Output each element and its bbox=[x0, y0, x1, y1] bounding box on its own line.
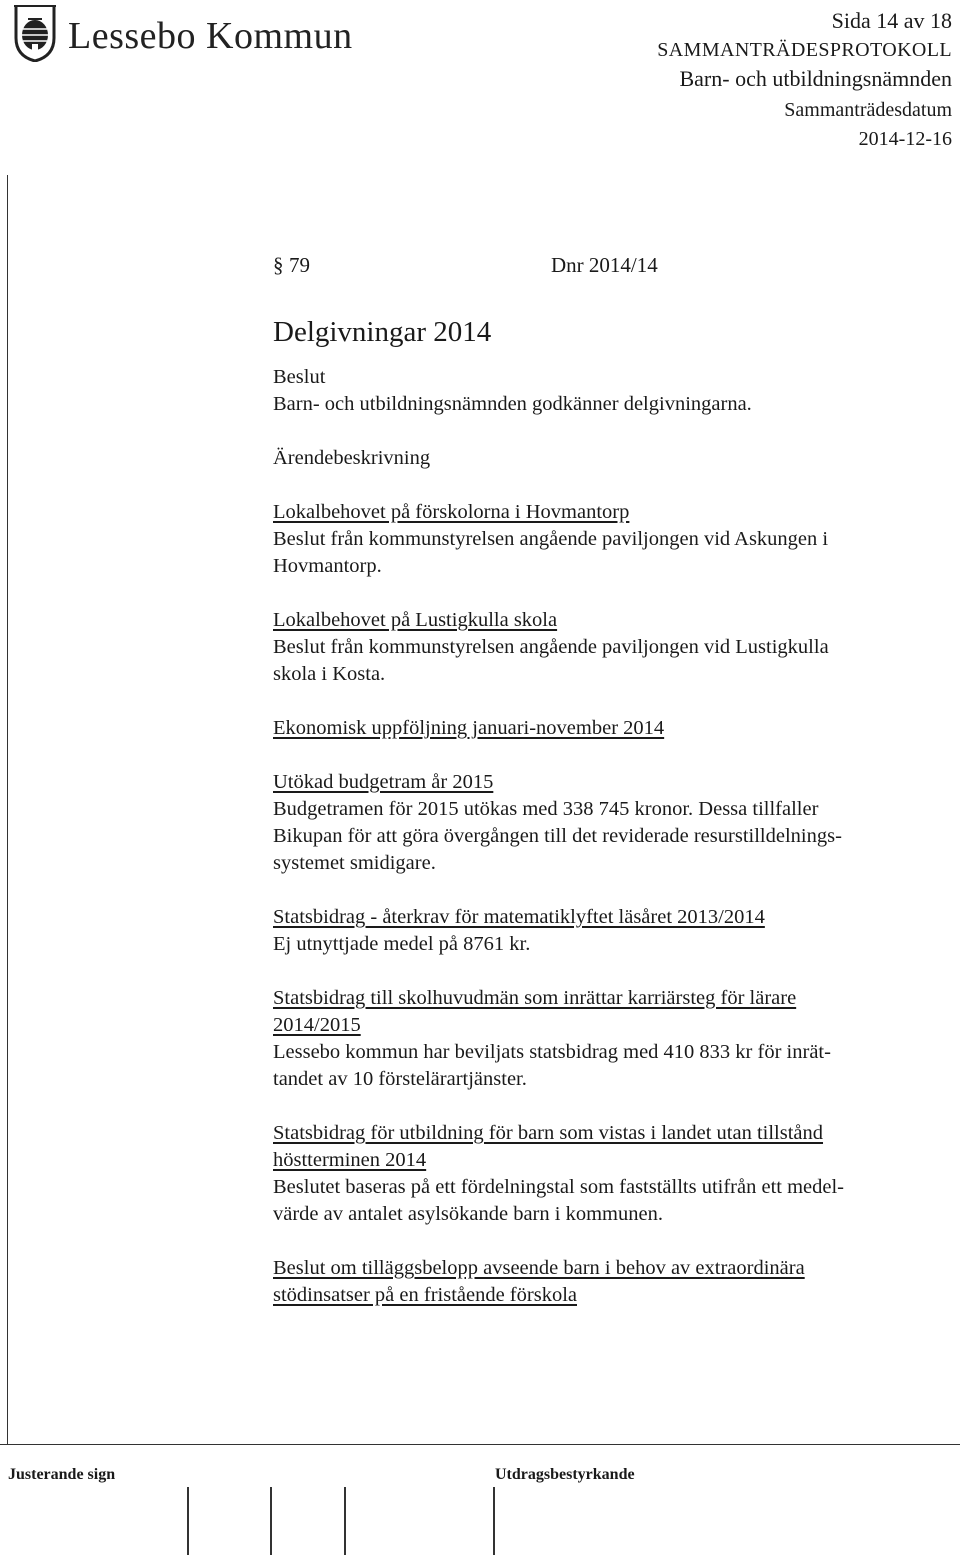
section-header bbox=[273, 252, 953, 292]
section-symbol: § bbox=[273, 253, 284, 277]
item-text: Hovmantorp. bbox=[273, 555, 382, 577]
item-heading: Lokalbehovet på förskolorna i Hovmantorp bbox=[273, 501, 630, 523]
list-item bbox=[273, 904, 953, 958]
signature-box-divider bbox=[493, 1487, 495, 1555]
list-item bbox=[273, 1120, 953, 1228]
list-item bbox=[273, 1255, 953, 1309]
item-text: Beslutet baseras på ett fördelningstal som fastställts utifrån ett medel- bbox=[273, 1176, 844, 1198]
left-margin-rule bbox=[7, 175, 8, 1445]
decision-text: Barn- och utbildningsnämnden godkänner delgivningarna. bbox=[273, 393, 752, 415]
item-text: tandet av 10 förstelärartjänster. bbox=[273, 1068, 527, 1090]
list-item bbox=[273, 607, 953, 688]
item-text: skola i Kosta. bbox=[273, 663, 386, 685]
item-heading: Ekonomisk uppföljning januari-november 2014 bbox=[273, 717, 665, 739]
logo-text: Lessebo Kommun bbox=[68, 15, 353, 57]
page-number: Sida 14 av 18 bbox=[831, 8, 952, 33]
section-number: 79 bbox=[289, 253, 310, 277]
description-label: Ärendebeskrivning bbox=[273, 447, 431, 469]
list-item bbox=[273, 499, 953, 580]
document-body bbox=[273, 252, 953, 1309]
list-item bbox=[273, 769, 953, 877]
signature-box-divider bbox=[270, 1487, 272, 1555]
item-heading: Statsbidrag för utbildning för barn som vistas i landet utan tillstånd bbox=[273, 1122, 824, 1144]
meeting-date-label: Sammanträdesdatum bbox=[784, 99, 952, 121]
item-heading: Statsbidrag - återkrav för matematiklyftet läsåret 2013/2014 bbox=[273, 906, 765, 928]
item-text: Beslut från kommunstyrelsen angående paviljongen vid Askungen i bbox=[273, 528, 829, 550]
dnr: Dnr 2014/14 bbox=[551, 253, 658, 277]
protocol-type: SAMMANTRÄDESPROTOKOLL bbox=[657, 39, 952, 61]
item-heading-cont: höstterminen 2014 bbox=[273, 1149, 427, 1171]
item-heading: Utökad budgetram år 2015 bbox=[273, 771, 494, 793]
utdrag-label: Utdragsbestyrkande bbox=[495, 1466, 635, 1483]
item-heading: Statsbidrag till skolhuvudmän som inrättar karriärsteg för lärare bbox=[273, 987, 797, 1009]
meeting-date: 2014-12-16 bbox=[858, 128, 952, 150]
list-item bbox=[273, 985, 953, 1093]
item-text: Budgetramen för 2015 utökas med 338 745 kronor. Dessa tillfaller bbox=[273, 798, 819, 820]
item-heading: Lokalbehovet på Lustigkulla skola bbox=[273, 609, 558, 631]
item-text: Ej utnyttjade medel på 8761 kr. bbox=[273, 933, 531, 955]
item-text: Beslut från kommunstyrelsen angående paviljongen vid Lustigkulla bbox=[273, 636, 829, 658]
signature-box-divider bbox=[344, 1487, 346, 1555]
item-text: värde av antalet asylsökande barn i kommunen. bbox=[273, 1203, 663, 1225]
decision-label: Beslut bbox=[273, 366, 326, 388]
item-text: Bikupan för att göra övergången till det reviderade resurstilldelnings- bbox=[273, 825, 842, 847]
item-heading: Beslut om tilläggsbelopp avseende barn i behov av extraordinära bbox=[273, 1257, 805, 1279]
item-text: systemet smidigare. bbox=[273, 852, 436, 874]
item-text: Lessebo kommun har beviljats statsbidrag med 410 833 kr för inrät- bbox=[273, 1041, 831, 1063]
signature-box-divider bbox=[187, 1487, 189, 1555]
beehive-crest-icon bbox=[8, 4, 62, 62]
section-title: Delgivningar 2014 bbox=[273, 316, 492, 348]
board-name: Barn- och utbildningsnämnden bbox=[679, 66, 952, 91]
item-heading-cont: stödinsatser på en fristående förskola bbox=[273, 1284, 577, 1306]
item-heading-cont: 2014/2015 bbox=[273, 1014, 361, 1036]
justering-label: Justerande sign bbox=[8, 1466, 116, 1483]
footer-rule bbox=[0, 1444, 960, 1445]
logo bbox=[8, 4, 358, 62]
list-item bbox=[273, 715, 953, 742]
